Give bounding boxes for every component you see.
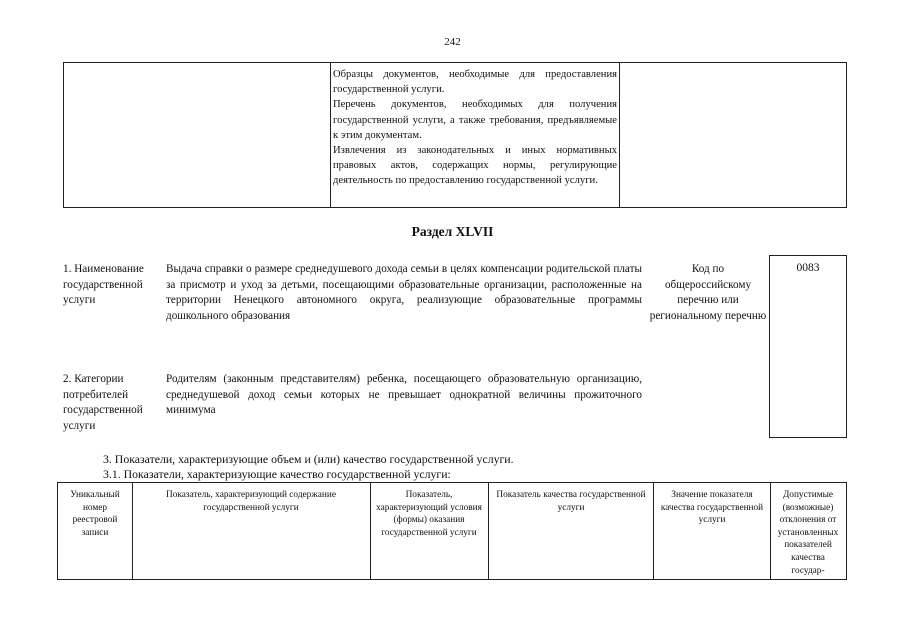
- documents-list-cell: [333, 67, 617, 189]
- documents-paragraph: Перечень документов, необходимых для получения государственной услуги, а также требования, предъявляемые к этим документам.: [333, 99, 617, 141]
- table-divider: [488, 483, 489, 579]
- section-title: Раздел XLVII: [411, 224, 494, 239]
- column-header: Уникальный номер реестровой записи: [70, 490, 120, 538]
- consumers-label: 2. Категории потребителей государственной услуги: [63, 373, 143, 432]
- table-divider: [330, 63, 331, 207]
- registry-code-label: Код по общероссийскому перечню или региональному перечню: [649, 263, 767, 322]
- quality-heading: 3.1. Показатели, характеризующие качество государственной услуги:: [103, 467, 451, 481]
- service-name-text: Выдача справки о размере среднедушевого дохода семьи в целях компенсации родительской платы за присмотр и уход за детьми, посещающими образовательные организации, расположенные на территории Ненецкого автономного округа, реализующие образовательные программы дошкольного образования: [166, 263, 642, 322]
- column-header: Показатель качества государственной услуги: [496, 490, 646, 513]
- table-divider: [132, 483, 133, 579]
- column-header: Значение показателя качества государственной услуги: [660, 490, 764, 526]
- service-name-label: 1. Наименование государственной услуги: [63, 263, 144, 306]
- indicators-heading: 3. Показатели, характеризующие объем и (или) качество государственной услуги.: [103, 452, 514, 466]
- registry-code-value: 0083: [796, 262, 820, 274]
- column-header: Показатель, характеризующий содержание государственной услуги: [166, 490, 336, 513]
- registry-code-box: [769, 255, 847, 438]
- table-divider: [653, 483, 654, 579]
- consumers-text: Родителям (законным представителям) ребенка, посещающего образовательную организацию, среднедушевой доход семьи которых не превышает однократной величины прожиточного минимума: [166, 373, 642, 416]
- column-header: Допустимые (возможные) отклонения от установленных показателей качества государ-: [777, 490, 839, 576]
- table-divider: [370, 483, 371, 579]
- table-divider: [619, 63, 620, 207]
- table-divider: [770, 483, 771, 579]
- column-header: Показатель, характеризующий условия (формы) оказания государственной услуги: [376, 490, 482, 538]
- documents-paragraph: Извлечения из законодательных и иных нормативных правовых актов, содержащих нормы, регулирующие деятельность по предоставлению государственной услуги.: [333, 145, 617, 187]
- documents-paragraph: Образцы документов, необходимые для предоставления государственной услуги.: [333, 69, 617, 96]
- page-number: 242: [444, 36, 461, 48]
- quality-indicators-table: [57, 482, 847, 580]
